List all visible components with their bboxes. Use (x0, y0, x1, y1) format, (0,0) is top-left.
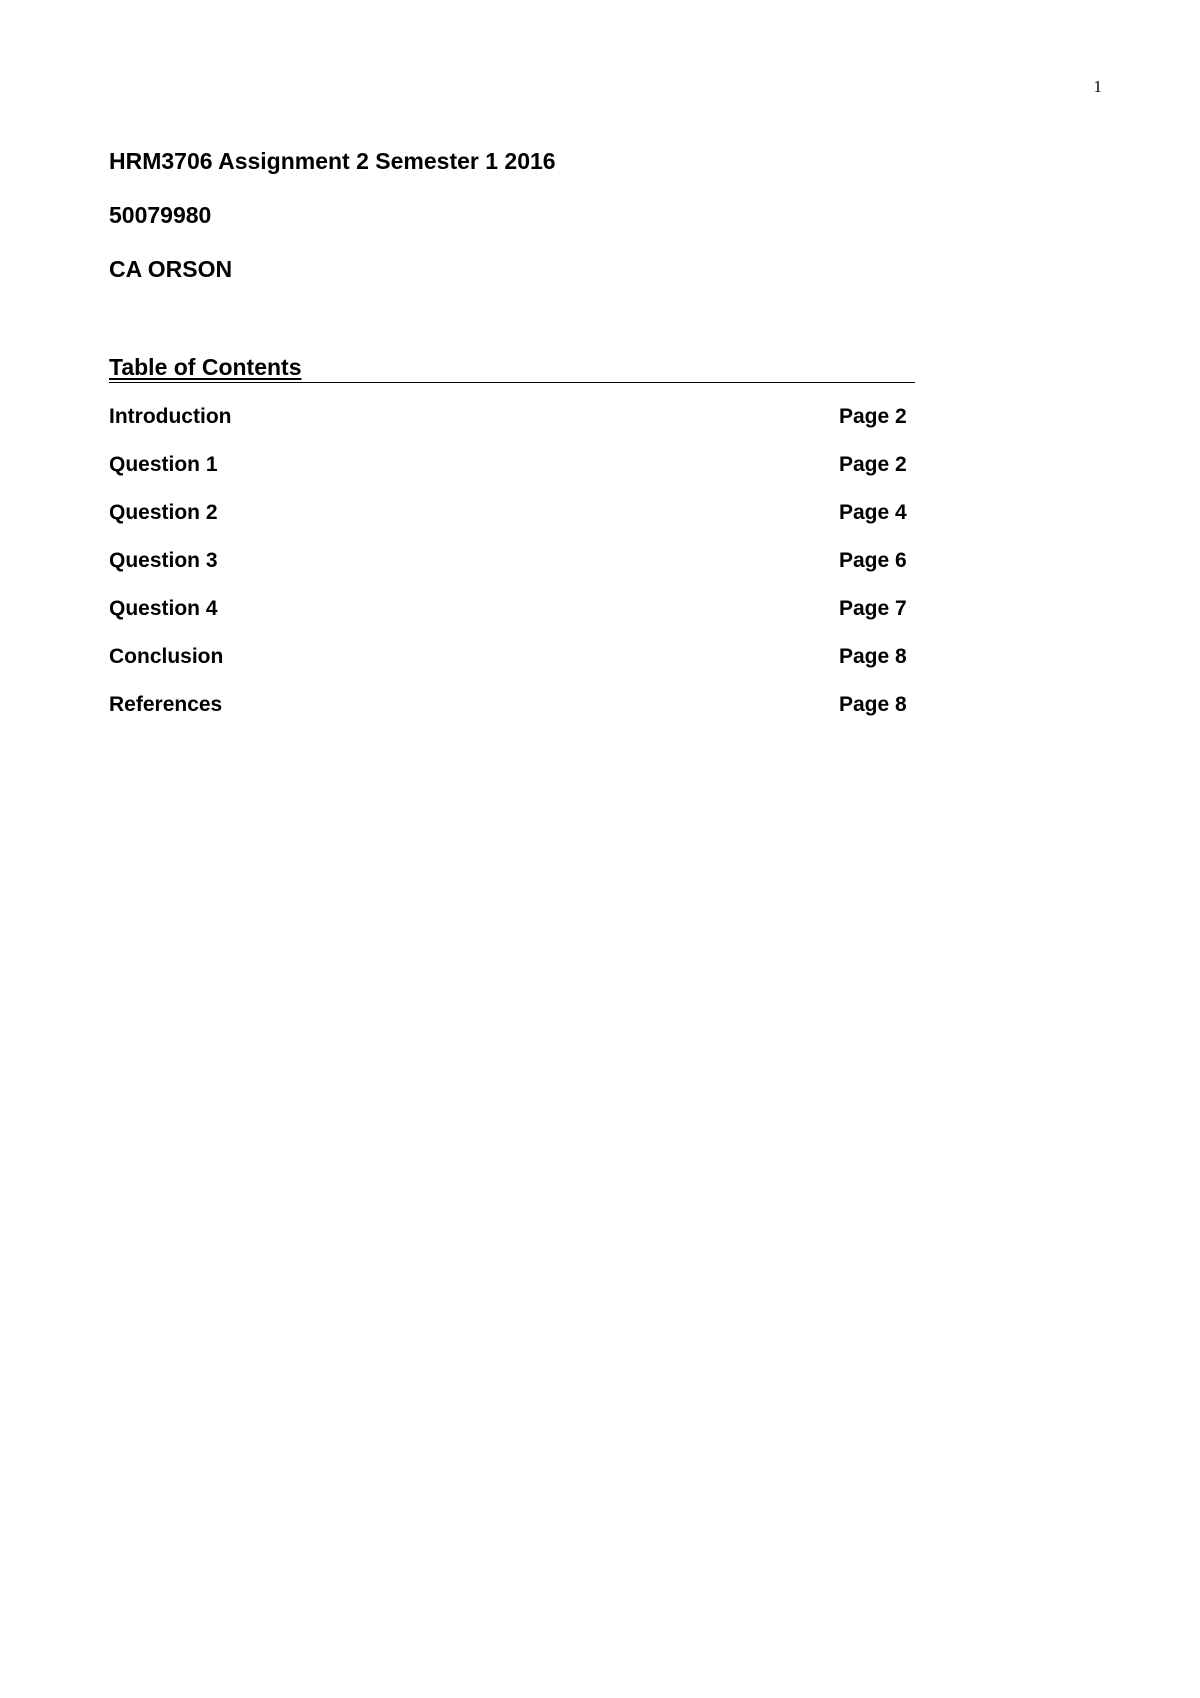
toc-entry-label: References (109, 693, 223, 716)
toc-entry-page: Page 7 (839, 597, 907, 620)
toc-entry-page: Page 2 (839, 405, 907, 428)
toc-entry-page: Page 4 (839, 501, 907, 524)
toc-entry-label: Conclusion (109, 645, 224, 668)
toc-entry-page: Page 6 (839, 549, 907, 572)
toc-entry-introduction (109, 405, 909, 453)
toc-entry-references (109, 693, 909, 741)
author-name: CA ORSON (109, 256, 233, 282)
toc-entry-question-1 (109, 453, 909, 501)
toc-entry-page: Page 8 (839, 645, 907, 668)
toc-entry-question-3 (109, 549, 909, 597)
page-number: 1 (1093, 77, 1102, 96)
toc-entry-label: Question 3 (109, 549, 218, 572)
toc-list (109, 405, 909, 741)
toc-heading-text: Table of Contents (109, 354, 302, 380)
toc-entry-label: Question 2 (109, 501, 218, 524)
toc-entry-page: Page 8 (839, 693, 907, 716)
toc-entry-question-2 (109, 501, 909, 549)
student-number: 50079980 (109, 202, 212, 228)
document-title: HRM3706 Assignment 2 Semester 1 2016 (109, 148, 556, 174)
toc-entry-label: Question 1 (109, 453, 218, 476)
toc-entry-conclusion (109, 645, 909, 693)
toc-heading (109, 354, 915, 383)
toc-entry-label: Question 4 (109, 597, 218, 620)
toc-entry-page: Page 2 (839, 453, 907, 476)
toc-entry-question-4 (109, 597, 909, 645)
toc-entry-label: Introduction (109, 405, 232, 428)
